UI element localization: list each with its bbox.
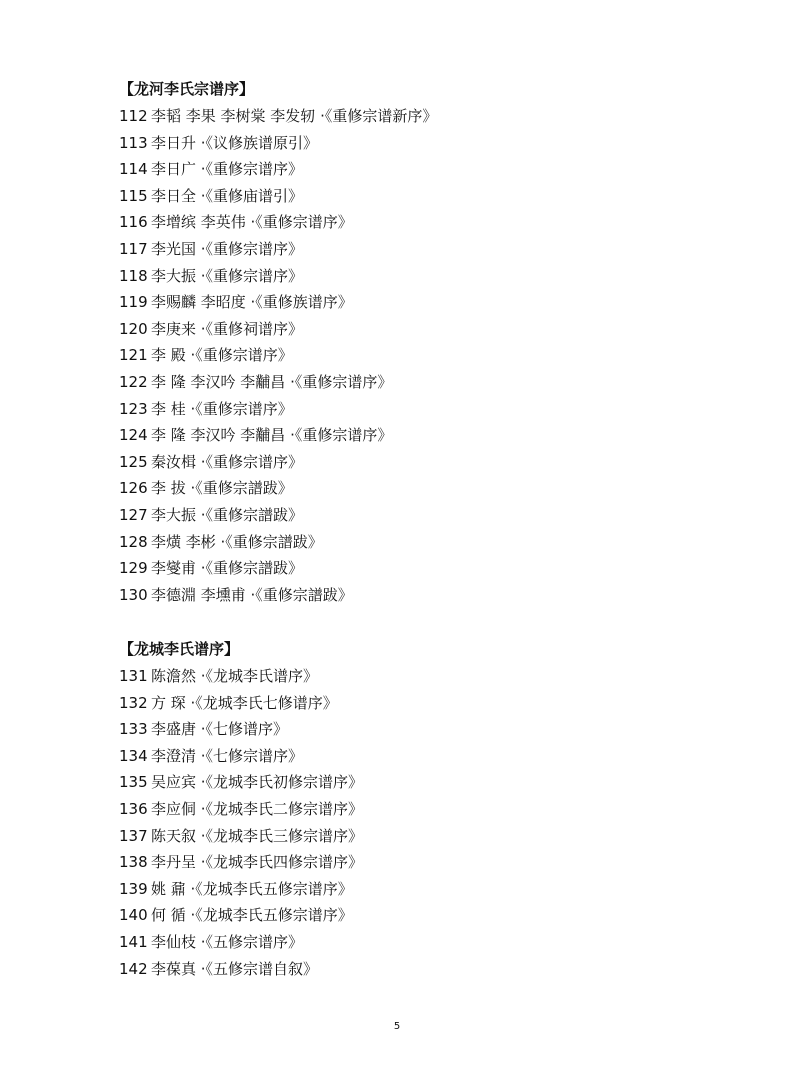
entry-text: 李 隆 李汉吟 李黼昌 ·《重修宗谱序》	[151, 372, 393, 391]
entry-number: 116	[119, 213, 148, 232]
entry-text: 李韬 李果 李树棠 李发轫 ·《重修宗谱新序》	[151, 107, 438, 125]
entry-text: 李葆真 ·《五修宗谱自叙》	[151, 959, 319, 978]
list-item	[119, 876, 679, 903]
section-title: 【龙城李氏谱序】	[119, 640, 240, 658]
entry-text: 秦汝楫 ·《重修宗谱序》	[151, 452, 304, 471]
entry-text: 李丹呈 ·《龙城李氏四修宗谱序》	[151, 853, 364, 872]
entry-text: 方 琛 ·《龙城李氏七修谱序》	[151, 693, 338, 712]
list-item	[119, 743, 679, 770]
list-item	[119, 156, 679, 183]
list-item	[119, 396, 679, 423]
list-item	[119, 849, 679, 876]
section-longcheng-li-genealogy	[119, 637, 679, 982]
list-item	[119, 316, 679, 343]
list-item	[119, 422, 679, 449]
entry-text: 吴应宾 ·《龙城李氏初修宗谱序》	[151, 773, 364, 792]
list-item	[119, 103, 679, 130]
entry-text: 姚 鼐 ·《龙城李氏五修宗谱序》	[151, 879, 353, 898]
entry-text: 李 桂 ·《重修宗谱序》	[151, 399, 293, 418]
entry-number: 127	[119, 505, 148, 524]
list-item	[119, 929, 679, 956]
list-item	[119, 690, 679, 717]
entry-text: 李澄清 ·《七修宗谱序》	[151, 746, 304, 765]
entry-number: 129	[119, 559, 148, 578]
entry-number: 120	[119, 319, 148, 338]
entry-number: 113	[119, 133, 148, 152]
entry-number: 112	[119, 107, 148, 125]
entry-number: 125	[119, 452, 148, 471]
section-longhe-li-genealogy	[119, 77, 679, 608]
list-item	[119, 956, 679, 983]
entry-text: 李庚来 ·《重修祠谱序》	[151, 319, 304, 338]
entry-text: 李 殿 ·《重修宗谱序》	[151, 346, 293, 365]
entry-text: 李大振 ·《重修宗譜跋》	[151, 505, 304, 524]
entry-number: 136	[119, 799, 148, 818]
entry-number: 124	[119, 426, 148, 445]
entry-text: 何 循 ·《龙城李氏五修宗谱序》	[151, 906, 353, 925]
list-item	[119, 342, 679, 369]
entry-number: 142	[119, 959, 148, 978]
entry-number: 132	[119, 693, 148, 712]
entry-text: 李大振 ·《重修宗谱序》	[151, 266, 304, 285]
entry-text: 陈天叙 ·《龙城李氏三修宗谱序》	[151, 826, 364, 845]
list-item	[119, 716, 679, 743]
list-item	[119, 236, 679, 263]
list-item	[119, 502, 679, 529]
section-title: 【龙河李氏宗谱序】	[119, 80, 255, 98]
entry-number: 140	[119, 906, 148, 925]
entry-text: 李增缤 李英伟 ·《重修宗谱序》	[151, 213, 353, 232]
list-item	[119, 263, 679, 290]
list-item	[119, 663, 679, 690]
list-item	[119, 449, 679, 476]
entry-number: 139	[119, 879, 148, 898]
entry-text: 李光国 ·《重修宗谱序》	[151, 239, 304, 258]
list-item	[119, 555, 679, 582]
entry-number: 133	[119, 720, 148, 739]
entry-number: 130	[119, 585, 148, 604]
entry-text: 李日广 ·《重修宗谱序》	[151, 160, 304, 179]
entry-text: 李熿 李彬 ·《重修宗譜跋》	[151, 532, 323, 551]
entry-number: 131	[119, 667, 148, 685]
list-item	[119, 823, 679, 850]
entry-number: 128	[119, 532, 148, 551]
list-item	[119, 130, 679, 157]
entry-number: 123	[119, 399, 148, 418]
entry-number: 135	[119, 773, 148, 792]
entry-number: 118	[119, 266, 148, 285]
entry-text: 李日全 ·《重修庙谱引》	[151, 186, 304, 205]
entry-number: 138	[119, 853, 148, 872]
list-item	[119, 289, 679, 316]
entry-text: 李赐麟 李昭度 ·《重修族谱序》	[151, 293, 353, 312]
list-item	[119, 183, 679, 210]
entry-text: 李 隆 李汉吟 李黼昌 ·《重修宗谱序》	[151, 426, 393, 445]
entry-number: 114	[119, 160, 148, 179]
list-item	[119, 369, 679, 396]
list-item	[119, 209, 679, 236]
entry-text: 李盛唐 ·《七修谱序》	[151, 720, 289, 739]
list-item	[119, 902, 679, 929]
entry-number: 137	[119, 826, 148, 845]
list-item	[119, 769, 679, 796]
entry-number: 117	[119, 239, 148, 258]
entry-text: 李 拔 ·《重修宗譜跋》	[151, 479, 293, 498]
entry-number: 121	[119, 346, 148, 365]
entry-number: 126	[119, 479, 148, 498]
entry-text: 李日升 ·《议修族谱原引》	[151, 133, 319, 152]
entry-number: 122	[119, 372, 148, 391]
entry-number: 134	[119, 746, 148, 765]
entry-text: 李应侗 ·《龙城李氏二修宗谱序》	[151, 799, 364, 818]
list-item	[119, 475, 679, 502]
list-item	[119, 796, 679, 823]
entry-number: 141	[119, 932, 148, 951]
entry-text: 李燮甫 ·《重修宗譜跋》	[151, 559, 304, 578]
entry-number: 119	[119, 293, 148, 312]
page-number: 5	[393, 1021, 401, 1032]
entry-text: 陈澹然 ·《龙城李氏谱序》	[151, 667, 319, 685]
list-item	[119, 529, 679, 556]
entry-number: 115	[119, 186, 148, 205]
list-item	[119, 582, 679, 609]
entry-text: 李德淵 李壎甫 ·《重修宗譜跋》	[151, 585, 353, 604]
entry-text: 李仙枝 ·《五修宗谱序》	[151, 932, 304, 951]
